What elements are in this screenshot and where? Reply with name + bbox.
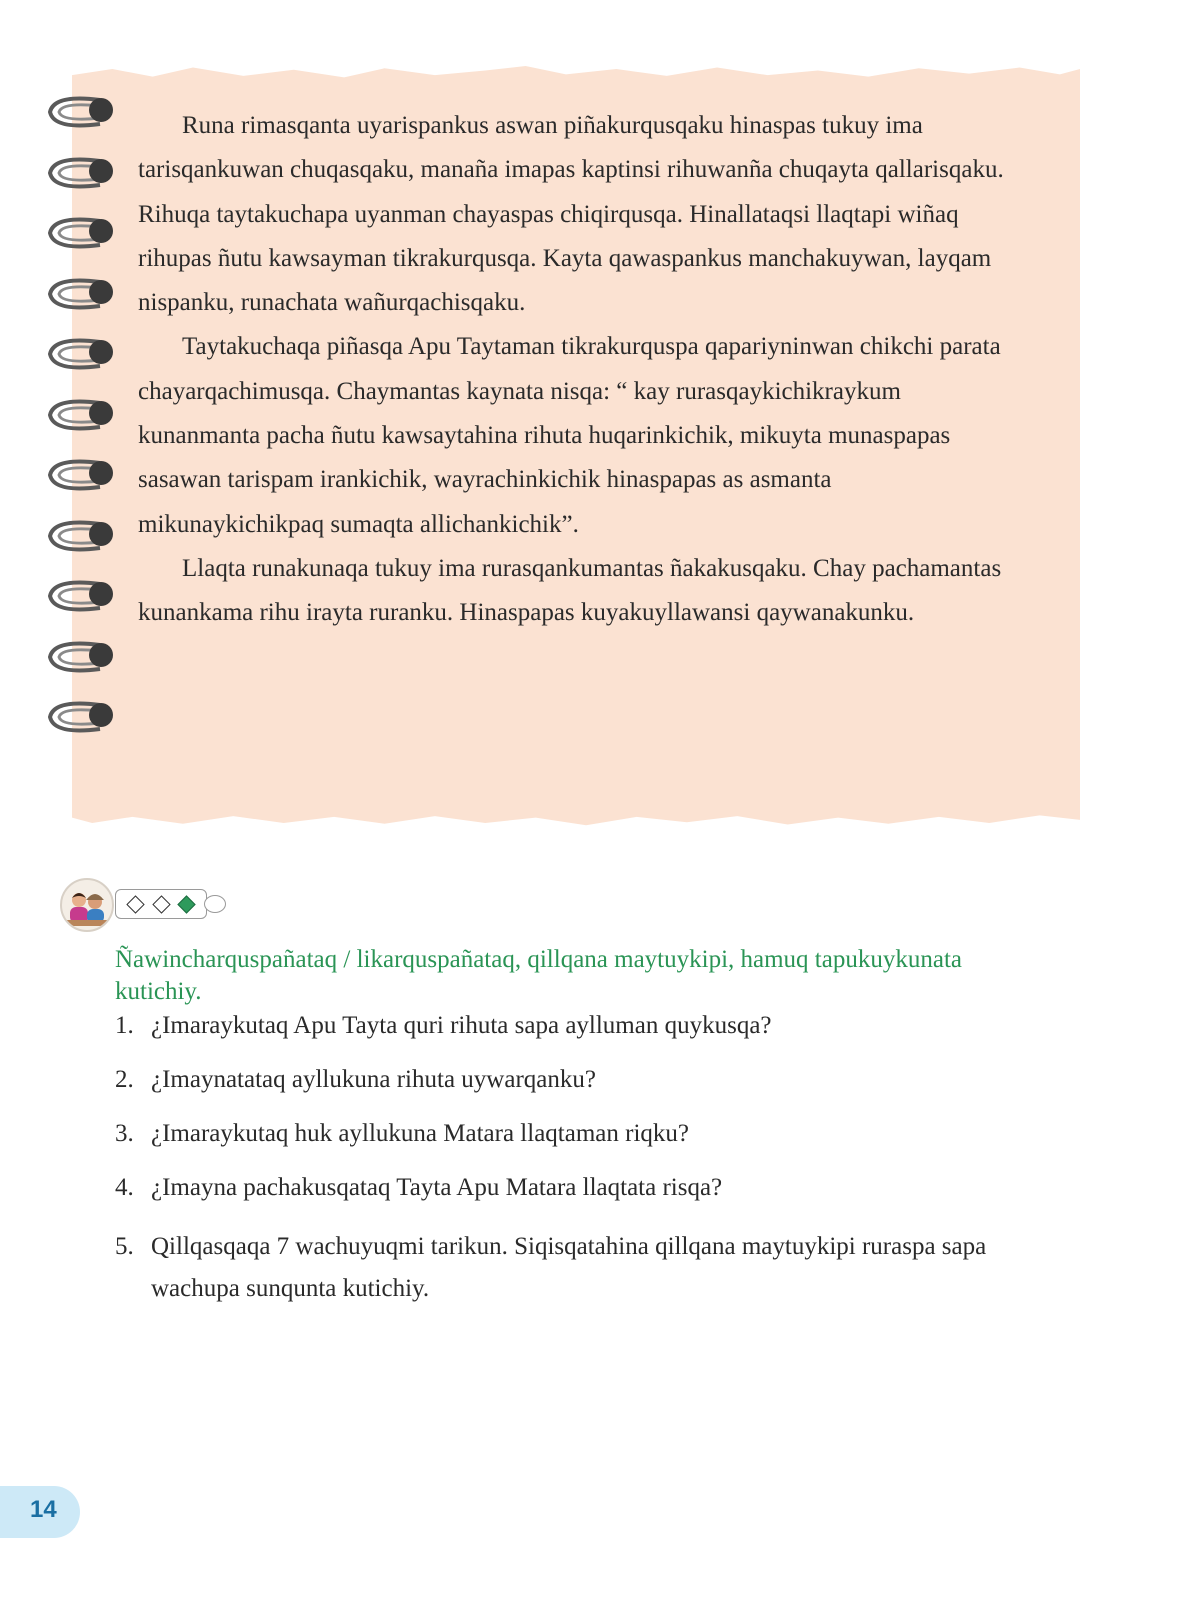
- question-number: 1.: [115, 1012, 134, 1039]
- spiral-ring-icon: [44, 272, 124, 316]
- spiral-ring-icon: [44, 514, 124, 558]
- question-number: 5.: [115, 1233, 134, 1260]
- spiral-ring-icon: [44, 574, 124, 618]
- spiral-ring-icon: [44, 151, 124, 195]
- skill-level-tag: [115, 889, 207, 919]
- story-paragraph-3: Llaqta runakunaqa tukuy ima rurasqankumantas ñakakusqaku. Chay pachamantas kunankama rihu irayta ruranku. Hinaspapas kuyakuyllawansi qaywanakunku.: [138, 554, 1002, 627]
- question-number: 4.: [115, 1174, 134, 1201]
- diamond-outline-icon: [126, 895, 144, 913]
- spiral-ring-icon: [44, 635, 124, 679]
- spiral-binding: [44, 90, 124, 770]
- question-item: [115, 1118, 995, 1150]
- story-paragraph-1: Runa rimasqanta uyarispankus aswan piñakurqusqaku hinaspas tukuy ima tarisqankuwan chuqasqaku, manaña imapas kaptinsi rihuwanña chuqayta qallarisqaku. Rihuqa taytakuchapa uyanman chayaspas chiqirqusqa. Hinallataqsi llaqtapi wiñaq rihupas ñutu kawsayman tikrakurqusqa. Kayta qawaspankus manchakuywan, layqam nispanku, runachata wañurqachisqaku.: [138, 112, 1004, 317]
- diamond-filled-icon: [178, 895, 196, 913]
- spiral-ring-icon: [44, 695, 124, 739]
- question-list: [115, 1010, 995, 1332]
- spiral-ring-icon: [44, 211, 124, 255]
- students-avatar-icon: [60, 878, 114, 932]
- question-number: 2.: [115, 1066, 134, 1093]
- question-text: Qillqasqaqa 7 wachuyuqmi tarikun. Siqisqatahina qillqana maytuykipi ruraspa sapa wachupa sunqunta kutichiy.: [151, 1233, 987, 1302]
- diamond-outline-icon: [152, 895, 170, 913]
- page-number: 14: [30, 1496, 57, 1523]
- spiral-ring-icon: [44, 332, 124, 376]
- question-item: [115, 1226, 995, 1310]
- question-item: [115, 1064, 995, 1096]
- story-paragraph-2: Taytakuchaqa piñasqa Apu Taytaman tikrakurquspa qapariyninwan chikchi parata chayarqachimusqa. Chaymantas kaynata nisqa: “ kay rurasqaykichikraykum kunanmanta pacha ñutu kawsaytahina rihuta huqarinkichik, mikuyta munaspapas sasawan tarispam irankichik, wayrachinkichik hinaspapas as asmanta mikunaykichikpaq sumaqta allichankichik”.: [138, 333, 1001, 538]
- question-item: [115, 1010, 995, 1042]
- spiral-ring-icon: [44, 393, 124, 437]
- spiral-ring-icon: [44, 90, 124, 134]
- question-item: [115, 1172, 995, 1204]
- activity-instruction: Ñawincharquspañataq / likarquspañataq, qillqana maytuykipi, hamuq tapukuykunata kutichiy.: [115, 946, 962, 1005]
- question-text: ¿Imaraykutaq Apu Tayta quri rihuta sapa aylluman quykusqa?: [151, 1012, 772, 1039]
- question-text: ¿Imayna pachakusqataq Tayta Apu Matara llaqtata risqa?: [151, 1174, 723, 1201]
- notebook-text: [138, 104, 1018, 636]
- tag-string-icon: [204, 895, 226, 913]
- question-text: ¿Imaynatataq ayllukuna rihuta uywarqanku?: [151, 1066, 596, 1093]
- spiral-ring-icon: [44, 453, 124, 497]
- question-number: 3.: [115, 1120, 134, 1147]
- question-text: ¿Imaraykutaq huk ayllukuna Matara llaqtaman riqku?: [151, 1120, 689, 1147]
